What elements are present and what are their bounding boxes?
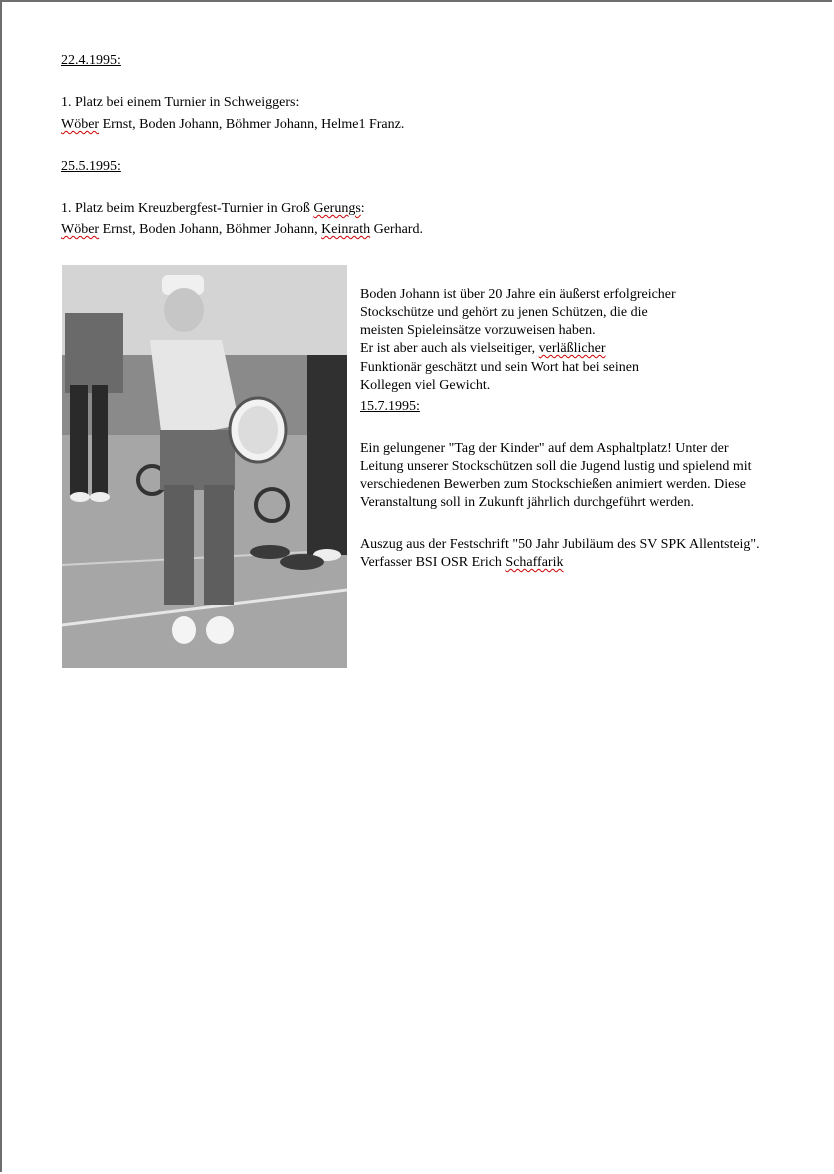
entry-names-2-d: Gerhard. xyxy=(370,222,423,237)
source-line-1: Auszug aus der Festschrift "50 Jahr Jubiläum des SV SPK Allentsteig". xyxy=(360,537,760,552)
spellcheck-word: Schaffarik xyxy=(505,555,564,570)
entry-text-2 xyxy=(61,200,365,218)
caption-line-5: Funktionär geschätzt und sein Wort hat bei seinen xyxy=(360,360,639,375)
entry-3-line-4: Veranstaltung soll in Zukunft jährlich durchgeführt werden. xyxy=(360,495,694,510)
source-line-2-a: Verfasser BSI OSR Erich xyxy=(360,555,506,570)
source-line-2 xyxy=(360,554,563,572)
caption-line-4 xyxy=(360,340,606,358)
spellcheck-word: Wöber xyxy=(61,222,100,237)
entry-text-2-a: 1. Platz beim Kreuzbergfest-Turnier in Groß xyxy=(61,201,314,216)
photo-illustration xyxy=(62,265,347,668)
photo-boden-johann xyxy=(62,265,347,668)
entry-3-line-3: verschiedenen Bewerben zum Stockschießen animiert werden. Diese xyxy=(360,477,747,492)
entry-text-1: 1. Platz bei einem Turnier in Schweiggers: xyxy=(61,95,300,110)
spellcheck-word: Gerungs xyxy=(313,201,361,216)
entry-names-1-rest: Ernst, Boden Johann, Böhmer Johann, Helme1 Franz. xyxy=(99,117,405,132)
spellcheck-word: verläßlicher xyxy=(538,341,606,356)
entry-text-2-c: : xyxy=(360,201,365,216)
entry-names-1 xyxy=(61,116,404,134)
spellcheck-word: Keinrath xyxy=(321,222,371,237)
entry-names-2-b: Ernst, Boden Johann, Böhmer Johann, xyxy=(99,222,322,237)
caption-line-4-a: Er ist aber auch als vielseitiger, xyxy=(360,341,539,356)
entry-date-3: 15.7.1995: xyxy=(360,399,420,414)
caption-line-6: Kollegen viel Gewicht. xyxy=(360,378,491,393)
spellcheck-word: Wöber xyxy=(61,117,100,132)
entry-date-1: 22.4.1995: xyxy=(61,53,121,68)
caption-line-2: Stockschütze und gehört zu jenen Schützen, die die xyxy=(360,305,648,320)
caption-line-3: meisten Spieleinsätze vorzuweisen haben. xyxy=(360,323,596,338)
entry-3-line-1: Ein gelungener "Tag der Kinder" auf dem Asphaltplatz! Unter der xyxy=(360,441,729,456)
entry-names-2 xyxy=(61,221,423,239)
caption-line-1: Boden Johann ist über 20 Jahre ein äußerst erfolgreicher xyxy=(360,287,676,302)
entry-3-line-2: Leitung unserer Stockschützen soll die Jugend lustig und spielend mit xyxy=(360,459,752,474)
entry-date-2: 25.5.1995: xyxy=(61,159,121,174)
